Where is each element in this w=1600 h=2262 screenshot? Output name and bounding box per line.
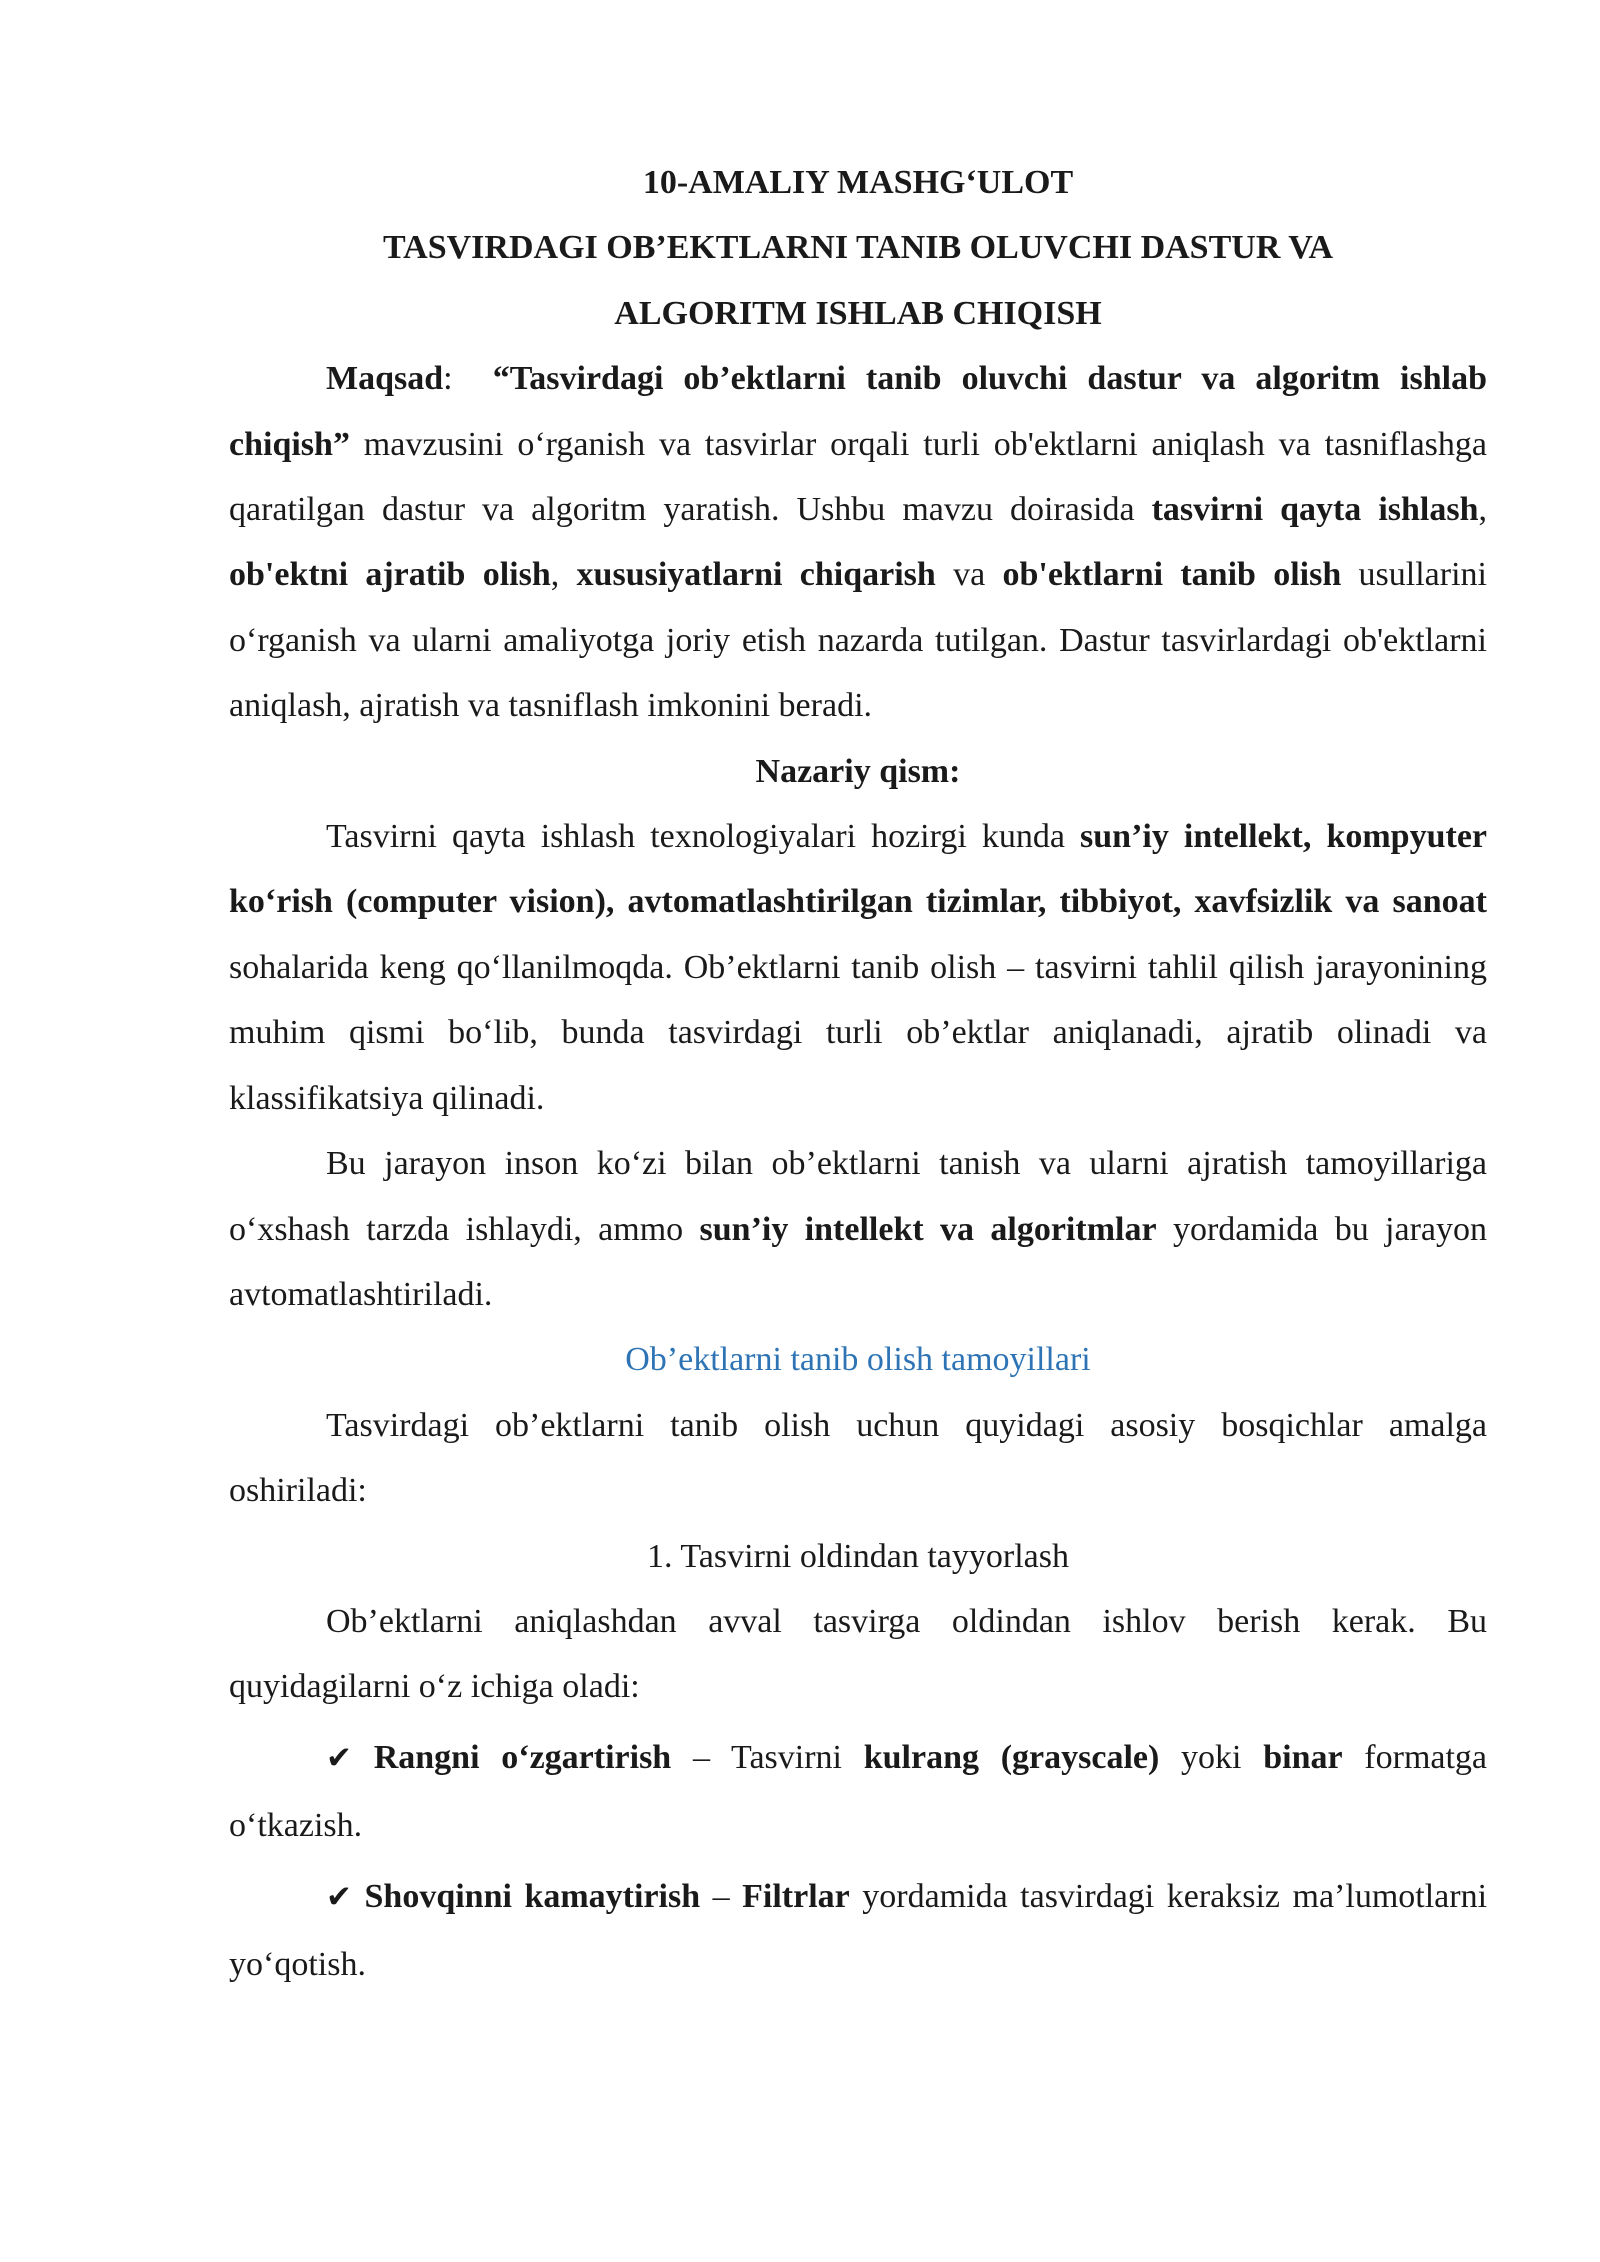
maqsad-term-4: ob'ektlarni tanib olish xyxy=(1002,556,1342,594)
maqsad-topic: “Tasvirdagi ob’ektlarni tanib oluvchi dastur va algoritm ishlab chiqish” xyxy=(229,360,1488,463)
maqsad-text-1: mavzusini o‘rganish va tasvirlar orqali turli ob'ektlarni aniqlash va tasniflashga qaratilgan dastur va algoritm yaratish. Ushbu mavzu doirasida xyxy=(229,425,1487,529)
item2-text-1: – xyxy=(700,1877,743,1915)
tamoyillar-intro: Tasvirdagi ob’ektlarni tanib olish uchun quyidagi asosiy bosqichlar amalga oshiriladi: xyxy=(229,1406,1487,1510)
title-line-3: ALGORITM ISHLAB CHIQISH xyxy=(614,294,1102,332)
maqsad-text-3: usullarini o‘rganish va ularni amaliyotga joriy etish nazarda tutilgan. Dastur tasvirlardagi ob'ektlarni aniqlash, ajratish va tasniflash imkonini beradi. xyxy=(229,556,1487,725)
maqsad-paragraph xyxy=(229,346,1487,738)
check-item-1 xyxy=(229,1724,1487,1859)
tamoyillar-heading: Ob’ektlarni tanib olish tamoyillari xyxy=(625,1341,1091,1379)
check-item-2 xyxy=(229,1863,1487,1998)
item1-text-1: – Tasvirni xyxy=(671,1738,864,1776)
step1-paragraph: Ob’ektlarni aniqlashdan avval tasvirga oldindan ishlov berish kerak. Bu quyidagilarni o‘z ichiga oladi: xyxy=(229,1602,1487,1706)
nazariy-paragraph-2 xyxy=(229,1131,1487,1327)
maqsad-sep-1: , xyxy=(1478,491,1487,529)
nazariy-p2-text-1: Bu jarayon inson ko‘zi bilan ob’ektlarni tanish va ularni ajratish tamoyillariga o‘xshash tarzda ishlaydi, ammo xyxy=(229,1145,1487,1248)
nazariy-p1-text-1: Tasvirni qayta ishlash texnologiyalari hozirgi kunda xyxy=(326,818,1081,856)
nazariy-p2-text-2: yordamida bu jarayon avtomatlashtiriladi. xyxy=(229,1210,1488,1313)
nazariy-p1-bold: sun’iy intellekt, kompyuter ko‘rish (computer vision), avtomatlashtirilgan tizimlar, tibbiyot, xavfsizlik va sanoat xyxy=(229,818,1487,921)
title-line-2: TASVIRDAGI OB’EKTLARNI TANIB OLUVCHI DASTUR VA xyxy=(383,229,1333,267)
nazariy-p1-text-2: sohalarida keng qo‘llanilmoqda. Ob’ektlarni tanib olish – tasvirni tahlil qilish jarayonining muhim qismi bo‘lib, bunda tasvirdagi turli ob’ektlar aniqlanadi, ajratib olinadi va klassifikatsiya qilinadi. xyxy=(229,948,1487,1117)
checkmark-icon: ✔ xyxy=(326,1739,352,1776)
item1-bold-3: binar xyxy=(1263,1738,1343,1776)
maqsad-text-2: va xyxy=(935,556,1003,594)
step1-heading: 1. Tasvirni oldindan tayyorlash xyxy=(647,1537,1069,1575)
maqsad-label: Maqsad xyxy=(326,360,444,398)
maqsad-term-3: xususiyatlarni chiqarish xyxy=(576,556,936,594)
item1-bold-2: kulrang (grayscale) xyxy=(863,1738,1160,1776)
item1-text-2: yoki xyxy=(1159,1738,1264,1776)
maqsad-colon: : xyxy=(443,360,493,398)
nazariy-heading: Nazariy qism: xyxy=(755,752,961,790)
item1-bold-1: Rangni o‘zgartirish xyxy=(373,1738,672,1776)
document-page xyxy=(229,150,1487,1998)
item2-bold-2: Filtrlar xyxy=(742,1877,850,1915)
nazariy-paragraph-1 xyxy=(229,804,1487,1131)
maqsad-term-1: tasvirni qayta ishlash xyxy=(1151,491,1479,529)
title-line-1: 10-AMALIY MASHG‘ULOT xyxy=(642,164,1074,201)
item1-text-3: formatga o‘tkazish. xyxy=(229,1738,1488,1844)
nazariy-p2-bold: sun’iy intellekt va algoritmlar xyxy=(699,1210,1157,1248)
item2-text-2: yordamida tasvirdagi keraksiz ma’lumotlarni yo‘qotish. xyxy=(229,1877,1488,1983)
maqsad-sep-2: , xyxy=(550,556,577,594)
checkmark-icon: ✔ xyxy=(326,1878,352,1915)
item2-bold-1: Shovqinni kamaytirish xyxy=(364,1877,701,1915)
maqsad-term-2: ob'ektni ajratib olish xyxy=(229,556,551,594)
